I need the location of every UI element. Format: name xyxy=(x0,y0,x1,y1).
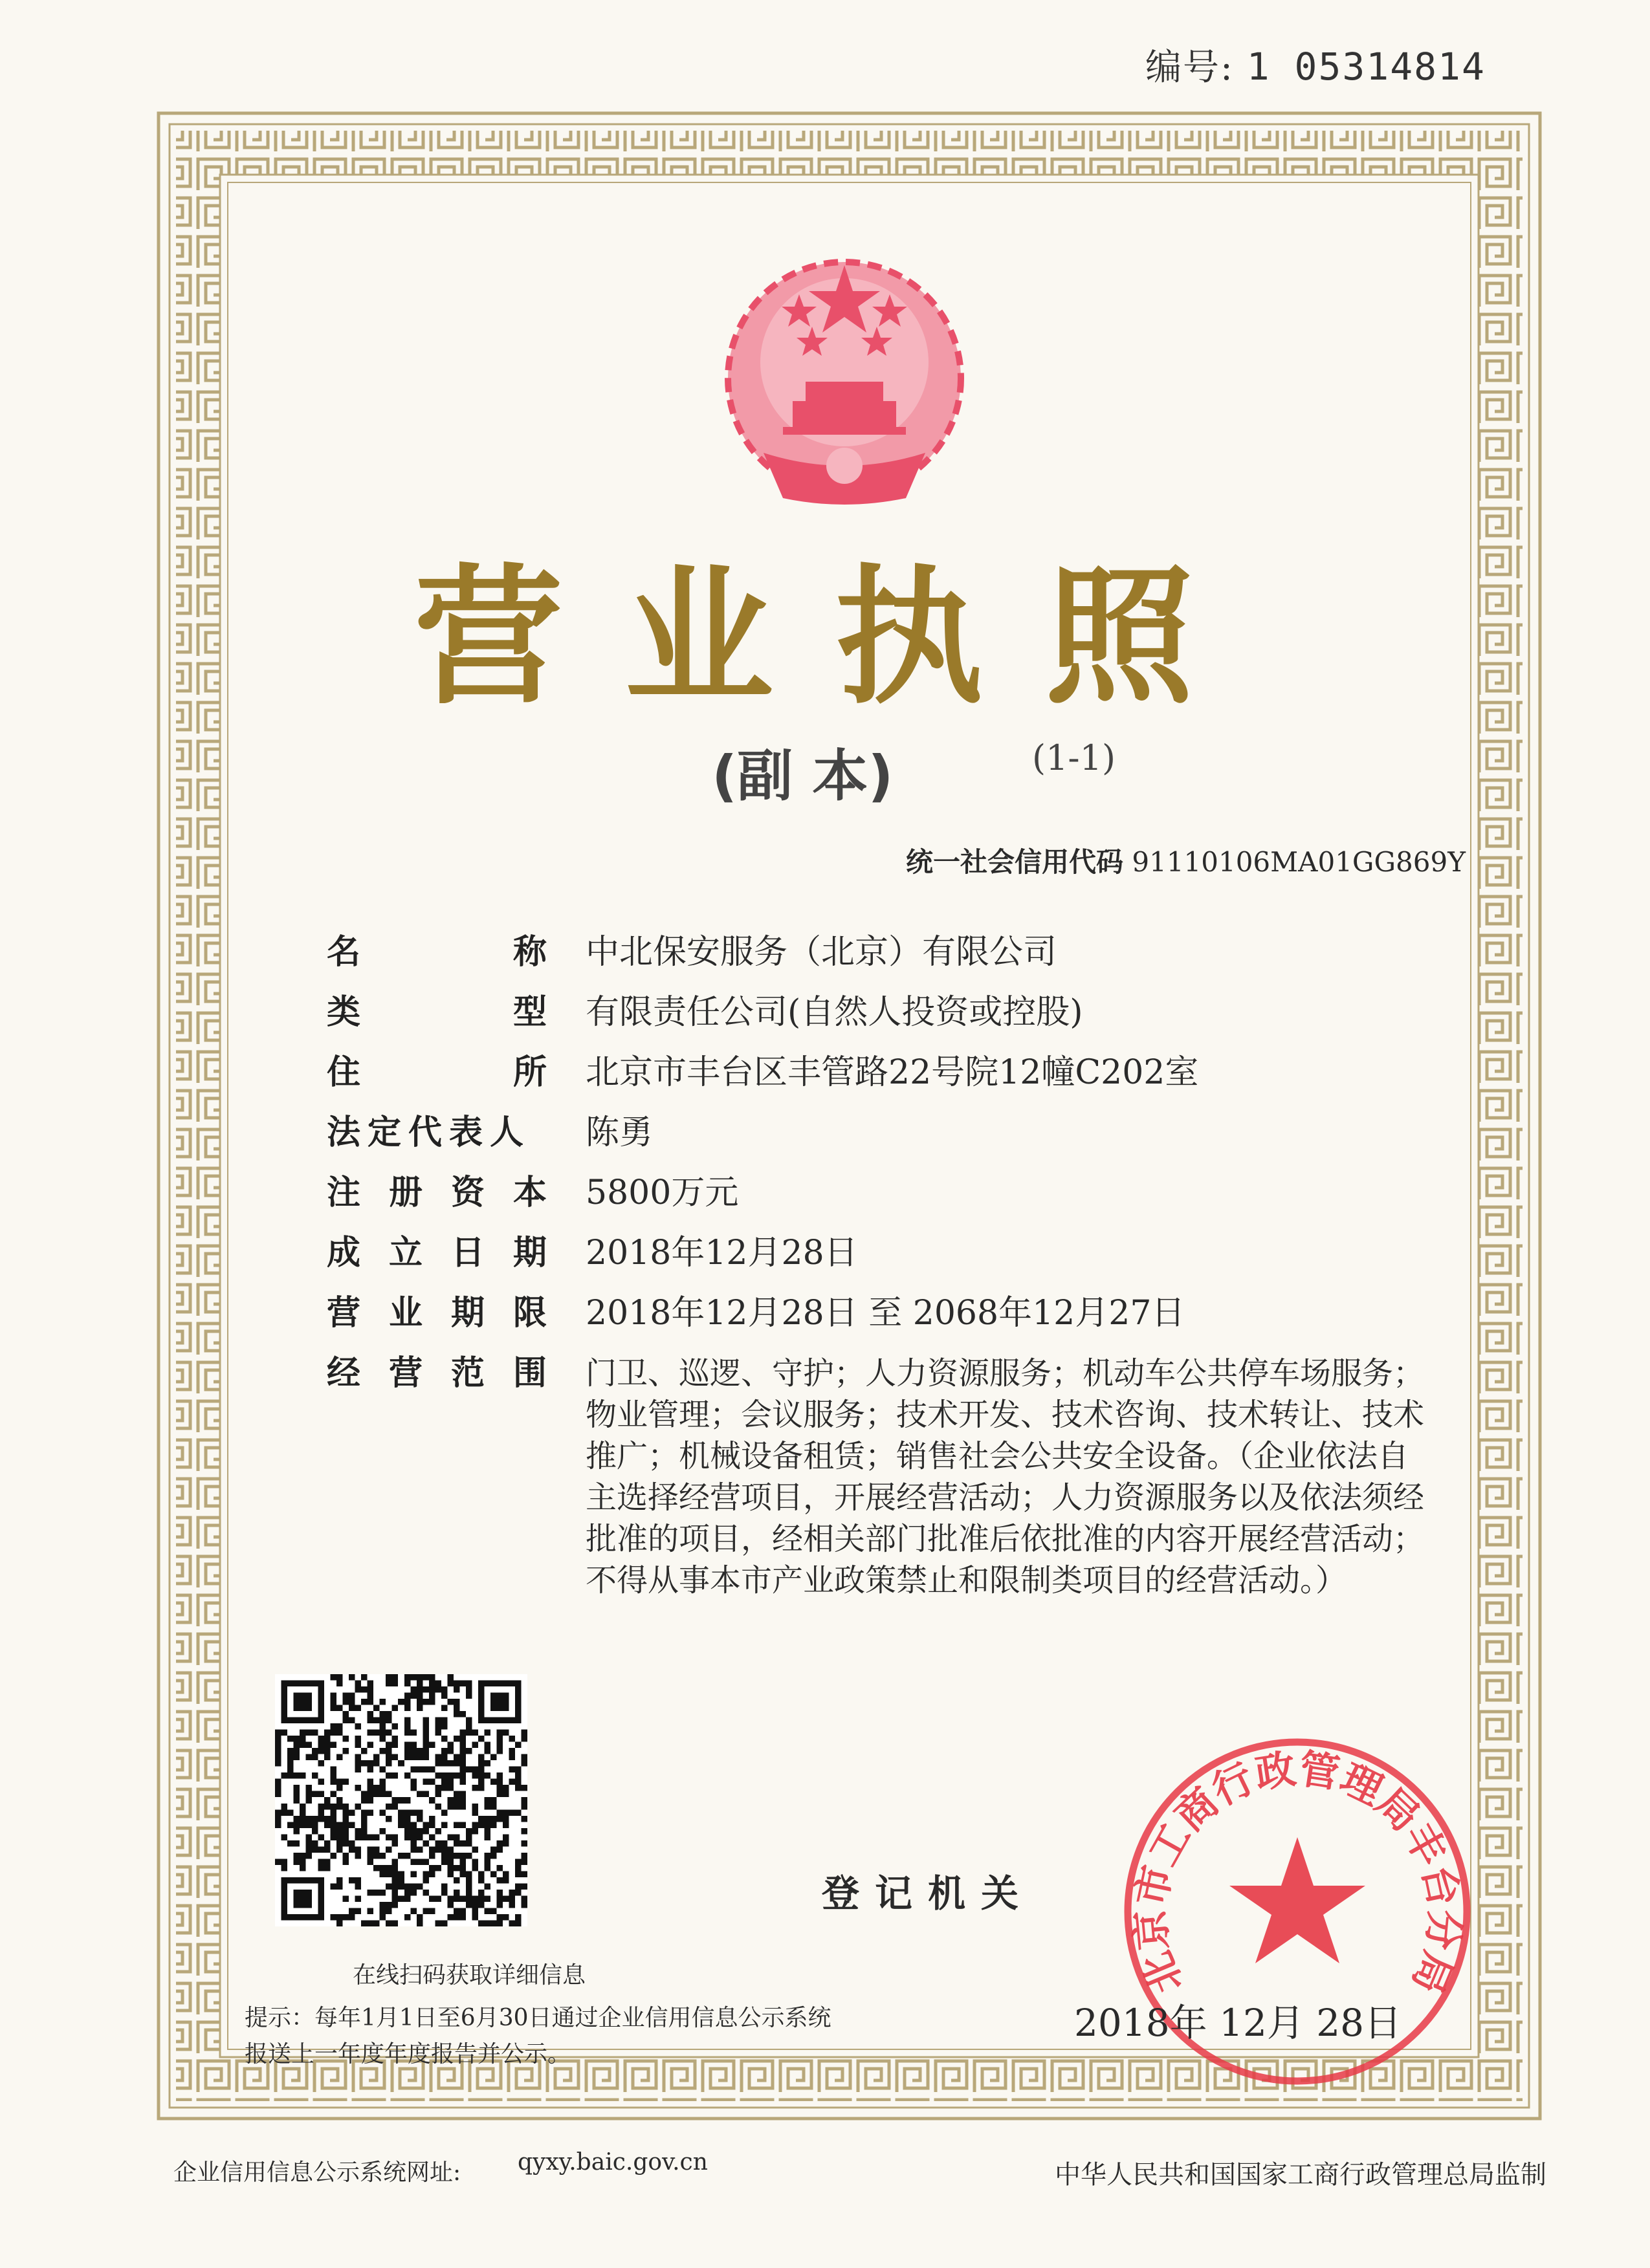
footer-supervisor: 中华人民共和国国家工商行政管理总局监制 xyxy=(1055,2160,1546,2190)
field-value-scope: 门卫、巡逻、守护；人力资源服务；机动车公共停车场服务； 物业管理；会议服务；技术开发、技术咨询、技术转让、技术 推广；机械设备租赁；销售社会公共安全设备。（企业依法自 主选择经营项目，开展经营活动；人力资源服务以及依法须经 批准的项目，经相关部门批准后依批准的内容开展经营活动； 不得从事本市产业政策禁止和限制类项目的经营活动。） xyxy=(586,1355,1425,1598)
field-label: 经 营 范 围 xyxy=(327,1354,547,1393)
credit-code-label: 统一社会信用代码 xyxy=(906,846,1124,878)
field-row-term xyxy=(327,1292,1479,1334)
field-row-scope xyxy=(327,1353,1479,1601)
serial-value: 1 05314814 xyxy=(1246,45,1486,89)
field-row-type xyxy=(327,992,1479,1033)
field-value-address: 北京市丰台区丰管路22号院12幢C202室 xyxy=(586,1053,1199,1092)
seal-text: 北京市工商行政管理局丰台分局 xyxy=(1126,1745,1469,2001)
document-subtitle: (副 本) xyxy=(712,744,894,809)
field-value-type: 有限责任公司(自然人投资或控股) xyxy=(586,993,1083,1032)
field-row-capital xyxy=(327,1172,1479,1214)
field-label: 成 立 日 期 xyxy=(327,1234,547,1272)
field-row-name xyxy=(327,932,1479,973)
field-label: 住 所 xyxy=(327,1053,547,1092)
credit-code xyxy=(906,841,1466,880)
qr-caption: 在线扫码获取详细信息 xyxy=(353,1962,586,1989)
field-value-legal-rep: 陈勇 xyxy=(586,1113,654,1152)
field-row-address xyxy=(327,1052,1479,1093)
field-label: 营 业 期 限 xyxy=(327,1294,547,1333)
footer-system-label: 企业信用信息公示系统网址: xyxy=(173,2159,461,2186)
footer-url[interactable]: qyxy.baic.gov.cn xyxy=(518,2149,708,2175)
field-label: 注 册 资 本 xyxy=(327,1173,547,1212)
annual-report-tip: 提示：每年1月1日至6月30日通过企业信用信息公示系统 报送上一年度年度报告并公示。 xyxy=(245,2005,831,2067)
national-emblem-icon xyxy=(728,262,961,505)
field-row-legal-rep xyxy=(327,1112,1479,1153)
field-value-term: 2018年12月28日 至 2068年12月27日 xyxy=(586,1294,1185,1333)
field-value-name: 中北保安服务（北京）有限公司 xyxy=(586,933,1057,972)
copy-number: (1-1) xyxy=(1032,737,1116,778)
qr-code[interactable] xyxy=(275,1674,527,1926)
field-label: 法定代表人 xyxy=(327,1113,531,1152)
field-label: 类 型 xyxy=(327,993,547,1032)
field-value-capital: 5800万元 xyxy=(586,1173,739,1212)
document-title: 营业执照 xyxy=(414,552,1255,725)
field-label: 名 称 xyxy=(327,933,547,972)
registration-authority-label: 登记机关 xyxy=(822,1871,1035,1915)
star-icon xyxy=(1229,1837,1365,1963)
credit-code-value: 91110106MA01GG869Y xyxy=(1132,846,1466,878)
field-row-established xyxy=(327,1232,1479,1274)
field-value-established: 2018年12月28日 xyxy=(586,1234,858,1272)
issue-date: 2018年 12月 28日 xyxy=(1074,2001,1402,2045)
serial-label: 编号: xyxy=(1145,47,1234,89)
